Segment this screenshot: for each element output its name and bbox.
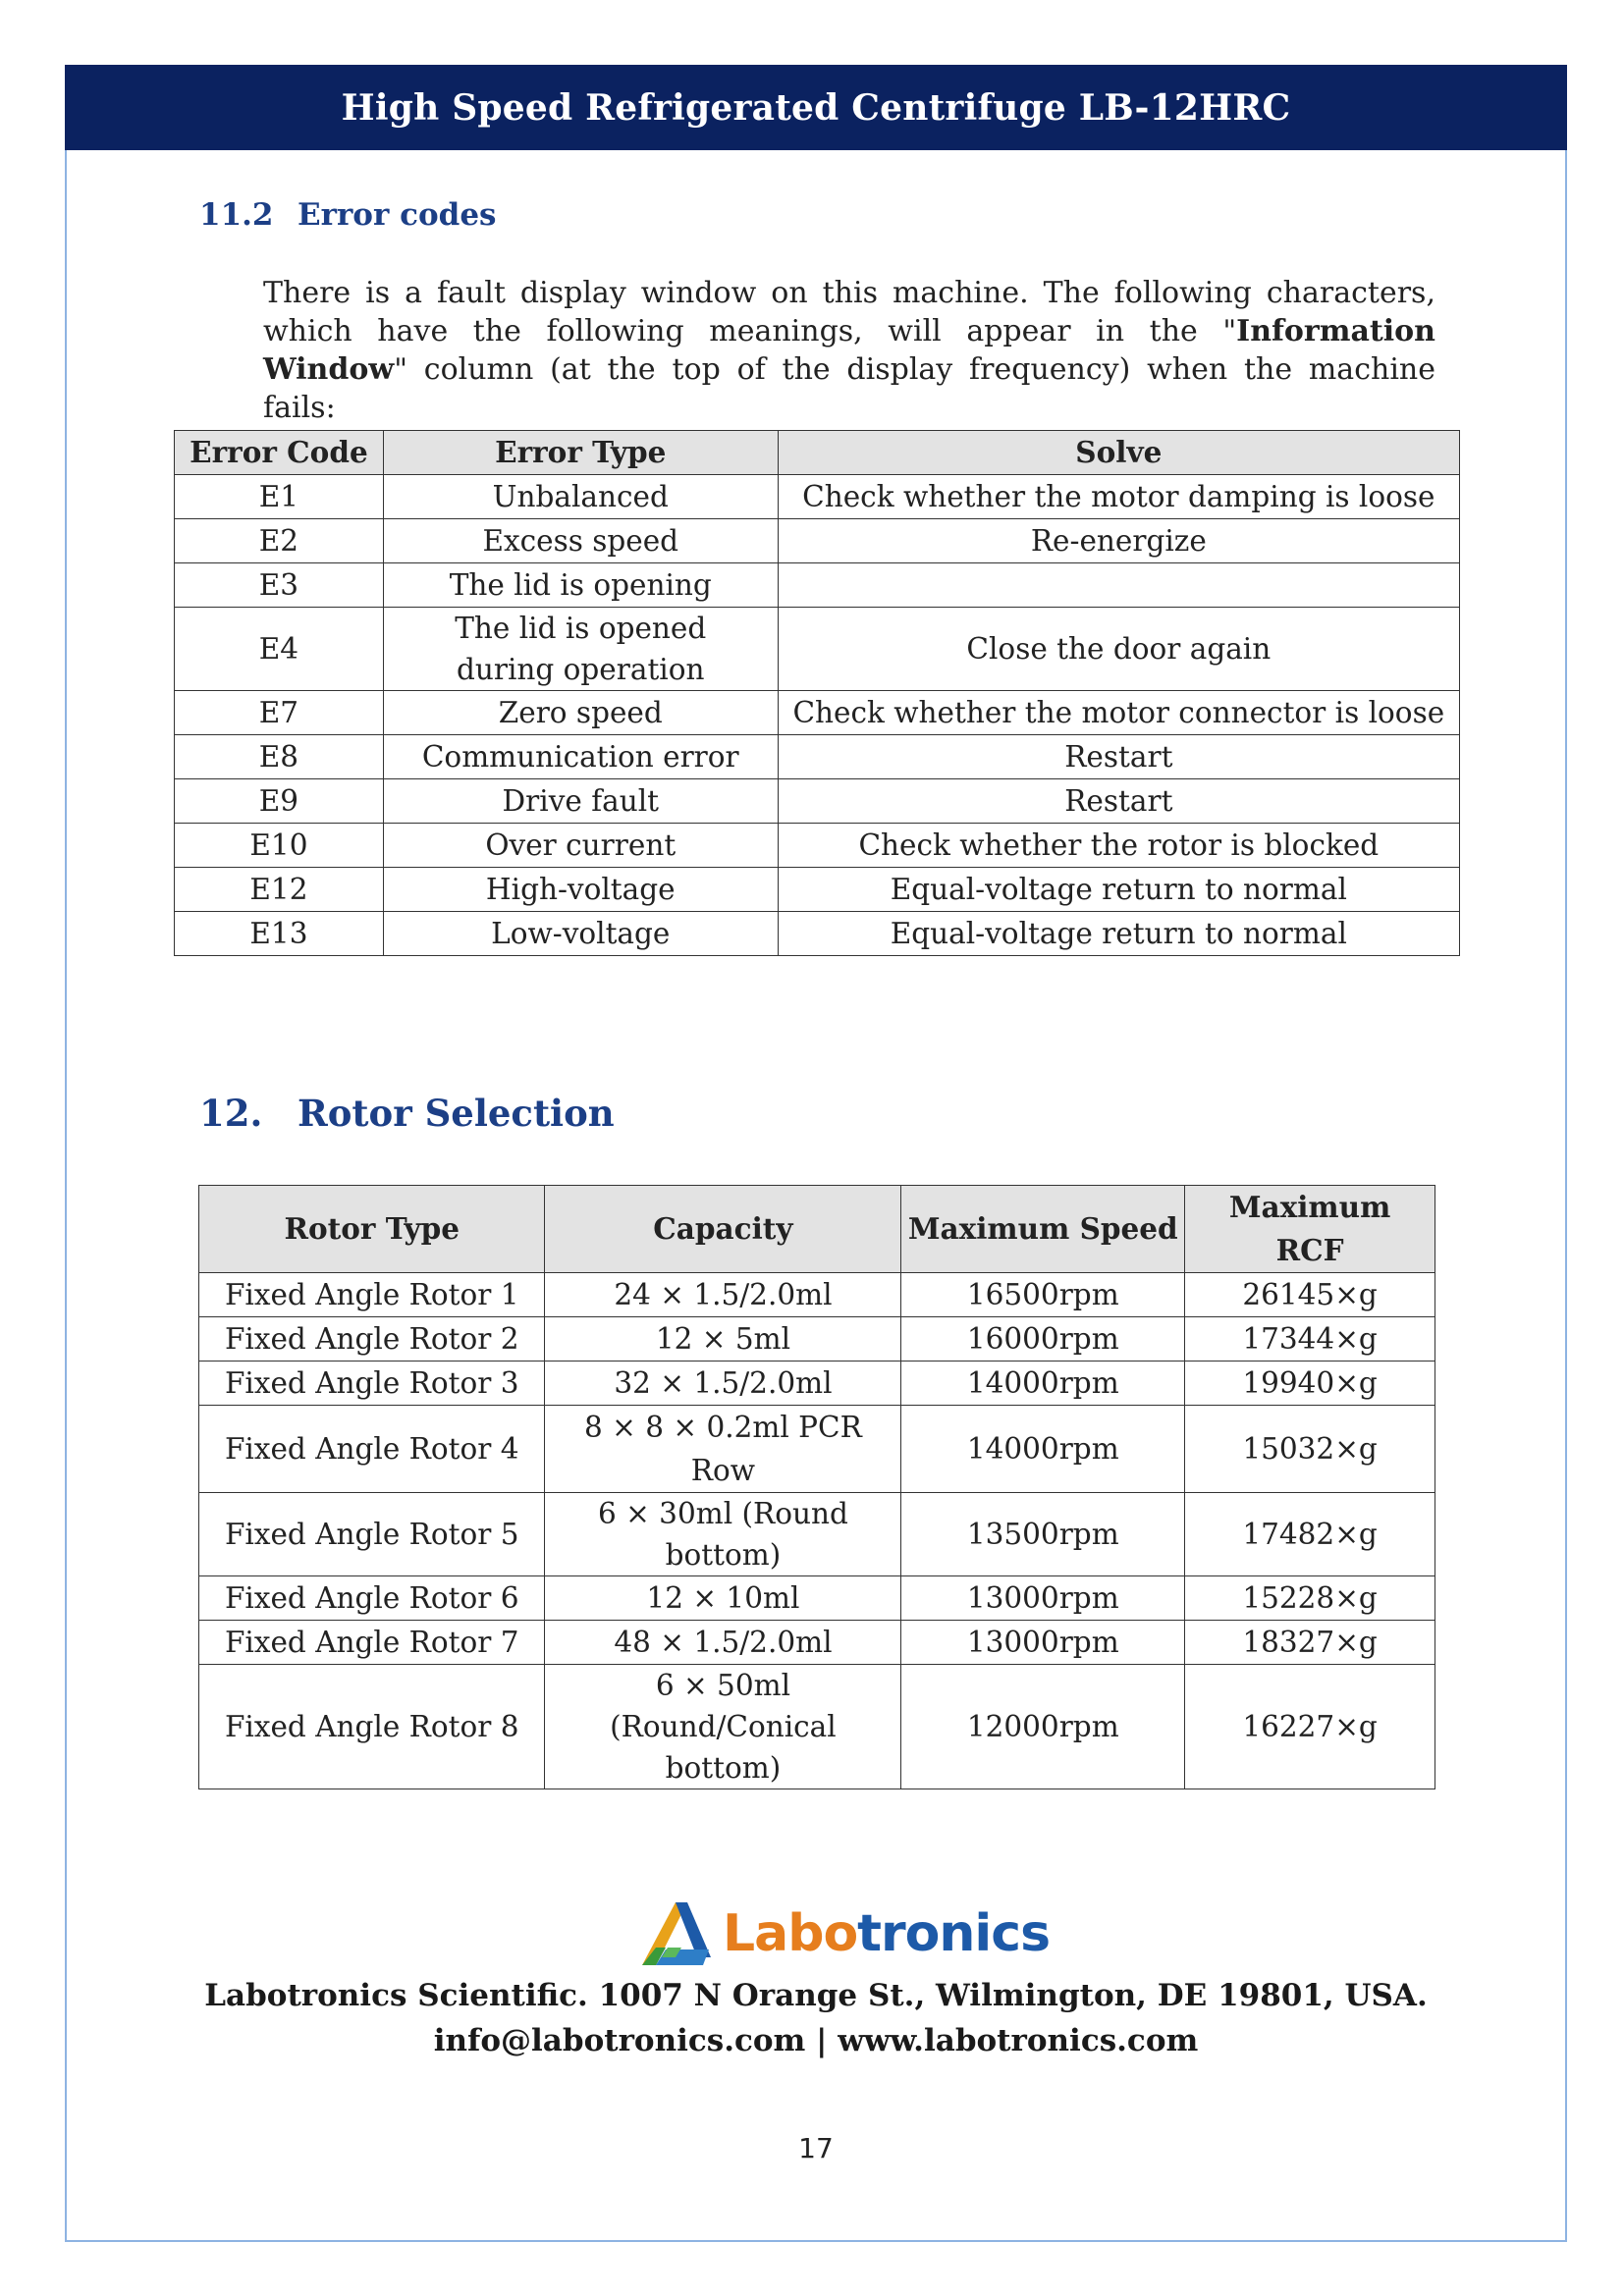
column-header: Error Code [175,431,384,475]
max-speed-cell: 14000rpm [901,1362,1185,1406]
section-number: 12. [199,1092,263,1135]
solve-cell [778,563,1459,608]
logo-prefix: Labo [723,1904,858,1963]
solve-cell: Check whether the motor connector is loose [778,691,1459,735]
table-row [199,1406,1435,1493]
table-row [175,824,1460,868]
table-row [199,1576,1435,1621]
rotor-type-cell: Fixed Angle Rotor 2 [199,1317,545,1362]
error-code-cell: E12 [175,868,384,912]
error-type-cell: The lid is opening [383,563,778,608]
table-row [199,1621,1435,1665]
max-rcf-cell: 15032×g [1185,1406,1435,1493]
table-header-row [199,1186,1435,1273]
error-code-cell: E2 [175,519,384,563]
intro-text-after: " column (at the top of the display frequency) when the machine fails: [263,352,1435,425]
labotronics-logo [636,1897,1050,1970]
column-header: Capacity [545,1186,901,1273]
intro-paragraph [263,274,1435,427]
error-code-cell: E13 [175,912,384,956]
solve-cell: Check whether the rotor is blocked [778,824,1459,868]
max-rcf-cell: 19940×g [1185,1362,1435,1406]
error-type-cell: Drive fault [383,779,778,824]
max-rcf-cell: 17482×g [1185,1493,1435,1576]
error-type-cell: High-voltage [383,868,778,912]
max-rcf-cell: 17344×g [1185,1317,1435,1362]
error-type-cell: Over current [383,824,778,868]
page-header [65,65,1567,150]
table-row [175,735,1460,779]
triangle-logo-icon [636,1898,715,1969]
intro-text-bold: Information Window [263,314,1435,387]
max-speed-cell: 12000rpm [901,1665,1185,1789]
max-speed-cell: 16000rpm [901,1317,1185,1362]
max-rcf-cell: 15228×g [1185,1576,1435,1621]
max-rcf-cell: 26145×g [1185,1273,1435,1317]
table-row [175,475,1460,519]
capacity-cell: 12 × 10ml [545,1576,901,1621]
max-speed-cell: 13000rpm [901,1576,1185,1621]
table-header-row [175,431,1460,475]
page-number: 17 [798,2132,834,2164]
capacity-cell: 12 × 5ml [545,1317,901,1362]
table-row [175,691,1460,735]
error-code-cell: E7 [175,691,384,735]
table-row [175,779,1460,824]
solve-cell: Equal-voltage return to normal [778,912,1459,956]
rotor-type-cell: Fixed Angle Rotor 8 [199,1665,545,1789]
solve-cell: Re-energize [778,519,1459,563]
intro-text-before: There is a fault display window on this machine. The following characters, which have the following meanings, will appear in the " [263,276,1435,348]
error-type-cell: Communication error [383,735,778,779]
table-row [199,1273,1435,1317]
error-type-cell: Zero speed [383,691,778,735]
table-row [175,868,1460,912]
footer-contact: info@labotronics.com | www.labotronics.com [433,2023,1199,2058]
column-header: Maximum Speed [901,1186,1185,1273]
table-row [175,912,1460,956]
error-code-cell: E1 [175,475,384,519]
error-type-cell: Excess speed [383,519,778,563]
error-type-cell: The lid is opened during operation [383,608,778,691]
rotor-type-cell: Fixed Angle Rotor 5 [199,1493,545,1576]
table-row [175,608,1460,691]
rotor-type-cell: Fixed Angle Rotor 4 [199,1406,545,1493]
section-11-heading [199,197,497,233]
header-title: High Speed Refrigerated Centrifuge LB-12HRC [341,86,1291,129]
error-type-cell: Unbalanced [383,475,778,519]
column-header: Error Type [383,431,778,475]
column-header: Maximum RCF [1185,1186,1435,1273]
table-row [175,519,1460,563]
column-header: Rotor Type [199,1186,545,1273]
section-title: Error codes [298,197,497,233]
max-speed-cell: 14000rpm [901,1406,1185,1493]
solve-cell: Close the door again [778,608,1459,691]
rotor-type-cell: Fixed Angle Rotor 3 [199,1362,545,1406]
capacity-cell: 32 × 1.5/2.0ml [545,1362,901,1406]
logo-suffix: tronics [857,1904,1051,1963]
max-speed-cell: 13500rpm [901,1493,1185,1576]
table-row [175,563,1460,608]
section-title: Rotor Selection [298,1092,615,1135]
rotor-type-cell: Fixed Angle Rotor 7 [199,1621,545,1665]
rotor-type-cell: Fixed Angle Rotor 1 [199,1273,545,1317]
capacity-cell: 48 × 1.5/2.0ml [545,1621,901,1665]
max-rcf-cell: 16227×g [1185,1665,1435,1789]
error-code-cell: E3 [175,563,384,608]
solve-cell: Restart [778,735,1459,779]
section-number: 11.2 [199,197,274,233]
error-code-cell: E4 [175,608,384,691]
table-row [199,1665,1435,1789]
capacity-cell: 8 × 8 × 0.2ml PCR Row [545,1406,901,1493]
table-row [199,1493,1435,1576]
footer-address: Labotronics Scientific. 1007 N Orange St., Wilmington, DE 19801, USA. [204,1978,1428,2013]
solve-cell: Equal-voltage return to normal [778,868,1459,912]
table-row [199,1362,1435,1406]
rotor-type-cell: Fixed Angle Rotor 6 [199,1576,545,1621]
solve-cell: Check whether the motor damping is loose [778,475,1459,519]
error-code-cell: E9 [175,779,384,824]
max-rcf-cell: 18327×g [1185,1621,1435,1665]
max-speed-cell: 13000rpm [901,1621,1185,1665]
column-header: Solve [778,431,1459,475]
section-12-heading [199,1092,615,1135]
max-speed-cell: 16500rpm [901,1273,1185,1317]
error-codes-table [174,430,1460,956]
rotor-selection-table [198,1185,1435,1789]
capacity-cell: 6 × 30ml (Round bottom) [545,1493,901,1576]
capacity-cell: 24 × 1.5/2.0ml [545,1273,901,1317]
error-code-cell: E10 [175,824,384,868]
error-type-cell: Low-voltage [383,912,778,956]
capacity-cell: 6 × 50ml (Round/Conical bottom) [545,1665,901,1789]
logo-wordmark [723,1904,1050,1963]
table-row [199,1317,1435,1362]
solve-cell: Restart [778,779,1459,824]
error-code-cell: E8 [175,735,384,779]
